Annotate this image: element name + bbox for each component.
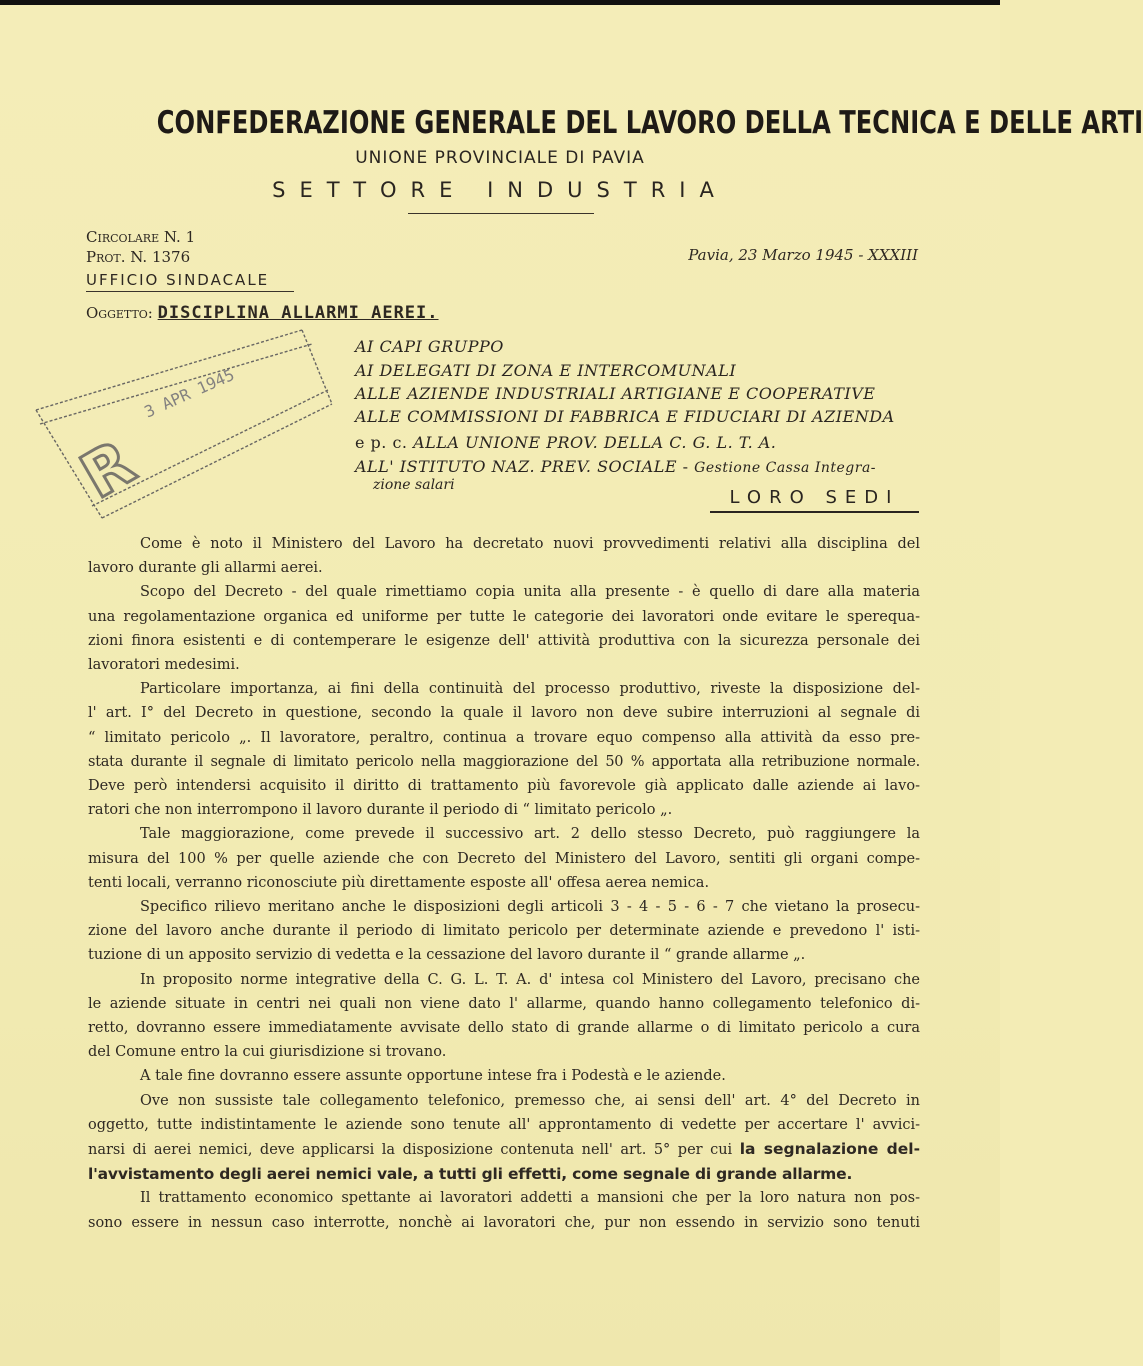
office-label (86, 271, 269, 289)
loro-sedi-underline (710, 511, 919, 513)
received-stamp (32, 322, 342, 522)
recipient-line: AI DELEGATI DI ZONA E INTERCOMUNALI (355, 361, 737, 380)
stamp-letter: R (68, 425, 147, 513)
body-line: le aziende situate in centri nei quali non viene dato l' allarme, quando hanno collegamento telefonico di- (88, 995, 920, 1012)
body-line: “ limitato pericolo „. Il lavoratore, peraltro, continua a trovare equo compenso alla attività da esso pre- (88, 729, 920, 746)
body-line-mixed (88, 1137, 920, 1162)
office-underline (86, 291, 294, 292)
body-line: oggetto, tutte indistintamente le aziende sono tenute all' approntamento di vedette per accertare l' avvici- (88, 1116, 920, 1133)
inps-gestione: Gestione Cassa Integra- (694, 460, 877, 476)
letter-date: Pavia, 23 Marzo 1945 - XXXIII (688, 246, 918, 264)
body-line: sono essere in nessun caso interrotte, nonchè ai lavoratori che, pur non essendo in servizio sono tenuti (88, 1214, 920, 1231)
inps-continuation: zione salari (373, 477, 455, 493)
emphasis-text: la segnalazione del- (739, 1140, 920, 1159)
sector-divider (408, 213, 594, 214)
body-line: misura del 100 % per quelle aziende che con Decreto del Ministero del Lavoro, sentiti gli organi compe- (88, 850, 920, 867)
body-line: ratori che non interrompono il lavoro durante il periodo di “ limitato pericolo „. (88, 802, 673, 819)
recipient-line: AI CAPI GRUPPO (355, 337, 504, 356)
body-line: l' art. I° del Decreto in questione, secondo la quale il lavoro non deve subire interruzioni al segnale di (88, 705, 920, 722)
loro-sedi: LORO SEDI (729, 487, 900, 508)
body-line: A tale fine dovranno essere assunte opportune intese fra i Podestà e le aziende. (140, 1068, 726, 1085)
body-line-part: narsi di aerei nemici, deve applicarsi la disposizione contenuta nell' art. 5° per cui (88, 1142, 733, 1159)
body-line: Ove non sussiste tale collegamento telefonico, premesso che, ai sensi dell' art. 4° del Decreto in (140, 1092, 920, 1109)
body-line: Specifico rilievo meritano anche le disposizioni degli articoli 3 - 4 - 5 - 6 - 7 che vietano la prosecu- (140, 899, 920, 916)
body-line: lavoratori medesimi. (88, 657, 240, 674)
letter-body (88, 532, 920, 1235)
body-line: Scopo del Decreto - del quale rimettiamo copia unita alla presente - è quello di dare alla materia (140, 584, 920, 601)
sector-heading: SETTORE INDUSTRIA (272, 178, 728, 202)
cc-recipient: ALLA UNIONE PROV. DELLA C. G. L. T. A. (413, 433, 777, 452)
body-line: stata durante il segnale di limitato pericolo nella maggiorazione del 50 % apportata alla retribuzione normale. (88, 753, 920, 770)
subject-value: DISCIPLINA ALLARMI AEREI. (157, 303, 439, 323)
recipient-inps-line (355, 457, 876, 476)
recipient-line: ALLE AZIENDE INDUSTRIALI ARTIGIANE E COOPERATIVE (355, 384, 876, 403)
inps-recipient: ALL' ISTITUTO NAZ. PREV. SOCIALE (355, 457, 678, 476)
body-line: una regolamentazione organica ed uniforme per tutte le categorie dei lavoratori onde evitare le sperequa- (88, 608, 920, 625)
body-line: Deve però intendersi acquisito il diritto di trattamento più favorevole già applicato dalle aziende ai lavo- (88, 778, 920, 795)
organization-title: CONFEDERAZIONE GENERALE DEL LAVORO DELLA TECNICA E DELLE ARTI (156, 105, 1143, 141)
stamp-date-text: 3 APR 1945 (141, 364, 238, 422)
body-line: zioni finora esistenti e di contemperare le esigenze dell' attività produttiva con la sicurezza personale dei (88, 632, 920, 649)
cc-prefix: e p. c. (355, 433, 408, 452)
office-label-text: UFFICIO SINDACALE (86, 271, 270, 289)
recipient-line: ALLE COMMISSIONI DI FABBRICA E FIDUCIARI DI AZIENDA (355, 407, 895, 426)
recipient-cc-line (355, 433, 776, 452)
body-line: retto, dovranno essere immediatamente avvisate dello stato di grande allarme o di limitato pericolo a cura (88, 1020, 920, 1037)
body-line: tuzione di un apposito servizio di vedetta e la cessazione del lavoro durante il “ grande allarme „. (88, 947, 806, 964)
inps-separator: - (682, 457, 689, 476)
circolare-number: Circolare N. 1 (86, 228, 196, 246)
body-line: Tale maggiorazione, come prevede il successivo art. 2 dello stesso Decreto, può raggiungere la (140, 826, 920, 843)
subject-line (86, 303, 439, 323)
subject-label: Oggetto: (86, 304, 153, 322)
protocol-number: Prot. N. 1376 (86, 248, 191, 266)
body-line: Il trattamento economico spettante ai lavoratori addetti a mansioni che per la loro natura non pos- (140, 1190, 920, 1207)
body-line: del Comune entro la cui giurisdizione si trovano. (88, 1044, 447, 1061)
body-line: Particolare importanza, ai fini della continuità del processo produttivo, riveste la disposizione del- (140, 681, 920, 698)
body-line: zione del lavoro anche durante il periodo di limitato pericolo per determinate aziende e prevedono l' isti- (88, 923, 920, 940)
emphasis-line: l'avvistamento degli aerei nemici vale, a tutti gli effetti, come segnale di grande allarme. (88, 1165, 853, 1184)
organization-subtitle: UNIONE PROVINCIALE DI PAVIA (355, 148, 645, 168)
body-line: tenti locali, verranno riconosciute più direttamente esposte all' offesa aerea nemica. (88, 874, 710, 891)
body-line: Come è noto il Ministero del Lavoro ha decretato nuovi provvedimenti relativi alla disciplina del (140, 536, 920, 552)
body-line: lavoro durante gli allarmi aerei. (88, 560, 323, 577)
body-line: In proposito norme integrative della C. G. L. T. A. d' intesa col Ministero del Lavoro, precisano che (140, 971, 920, 988)
